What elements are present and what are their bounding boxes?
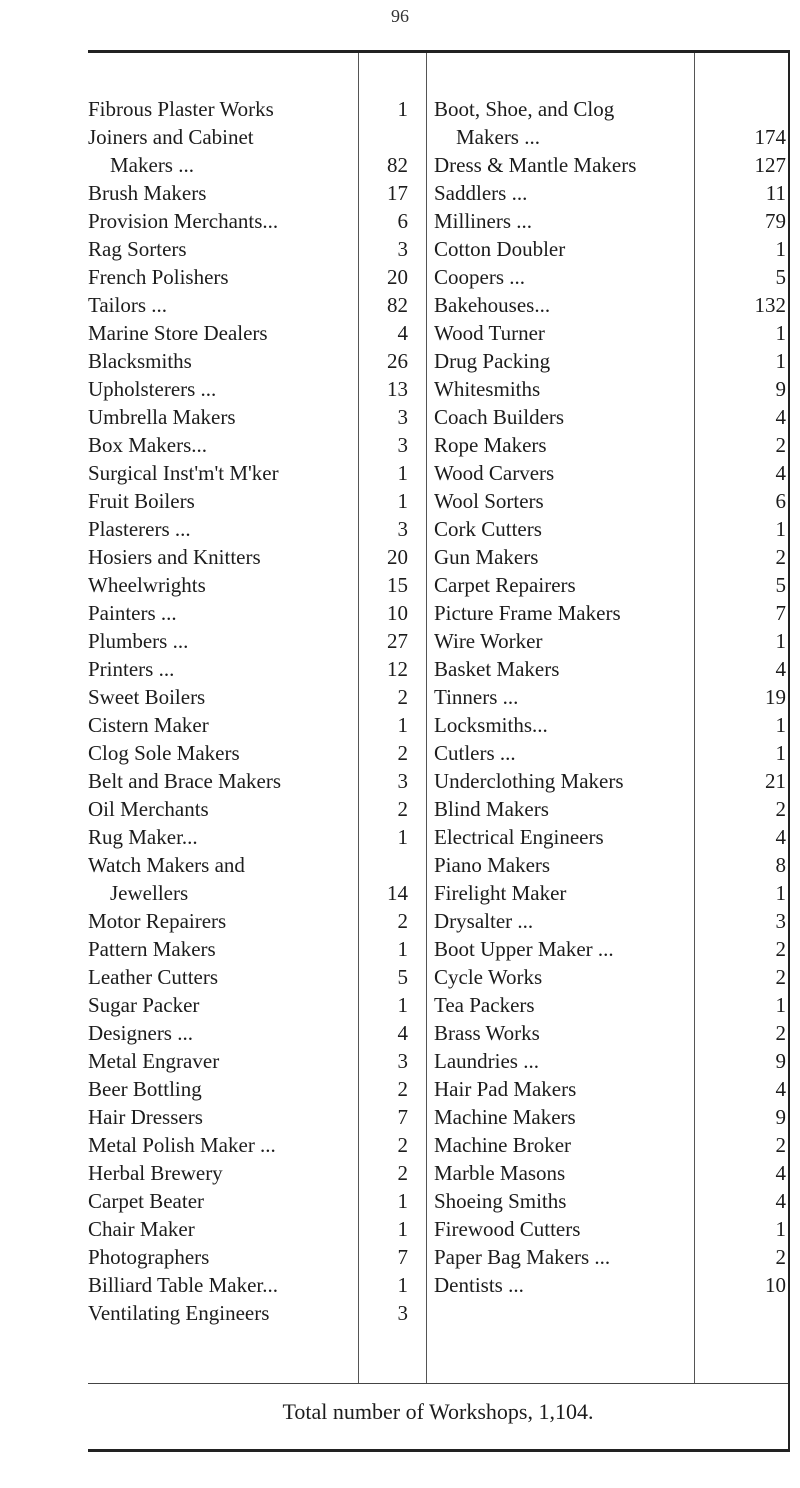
trade-name: Printers ... bbox=[88, 657, 175, 681]
trade-row bbox=[434, 1215, 692, 1243]
trade-name: Carpet Repairers bbox=[434, 573, 576, 597]
trade-row bbox=[434, 1103, 692, 1131]
trade-name: Metal Engraver bbox=[88, 1049, 220, 1073]
workshop-count: 9 bbox=[775, 1105, 786, 1129]
trade-name: Makers ... bbox=[110, 153, 194, 177]
workshop-count bbox=[696, 95, 786, 123]
trade-name: Hair Dressers bbox=[88, 1105, 203, 1129]
trade-row bbox=[88, 627, 354, 655]
workshop-count: 4 bbox=[397, 1021, 408, 1045]
trade-name: Pattern Makers bbox=[88, 937, 216, 961]
workshop-count: 6 bbox=[775, 489, 786, 513]
workshop-count: 2 bbox=[397, 1161, 408, 1185]
trade-name: Clog Sole Makers bbox=[88, 741, 240, 765]
trade-row bbox=[88, 1271, 354, 1299]
trade-name: Fruit Boilers bbox=[88, 489, 195, 513]
trade-name: Laundries ... bbox=[434, 1049, 539, 1073]
trade-name: Chair Maker bbox=[88, 1217, 195, 1241]
trade-row bbox=[434, 1019, 692, 1047]
trade-name: Rag Sorters bbox=[88, 237, 187, 261]
column-divider bbox=[694, 53, 695, 1383]
workshop-count: 14 bbox=[387, 881, 408, 905]
workshop-count: 3 bbox=[397, 1049, 408, 1073]
workshop-count: 4 bbox=[775, 657, 786, 681]
workshop-count: 17 bbox=[387, 181, 408, 205]
trade-row bbox=[88, 795, 354, 823]
trade-row bbox=[434, 403, 692, 431]
trade-name: Designers ... bbox=[88, 1021, 193, 1045]
trade-row bbox=[434, 571, 692, 599]
workshop-count: 82 bbox=[387, 153, 408, 177]
workshop-count: 2 bbox=[775, 797, 786, 821]
workshop-count: 1 bbox=[397, 97, 408, 121]
workshop-count: 13 bbox=[387, 377, 408, 401]
workshop-count: 1 bbox=[775, 321, 786, 345]
trade-row bbox=[434, 991, 692, 1019]
trade-name: Sugar Packer bbox=[88, 993, 200, 1017]
workshop-count: 5 bbox=[775, 265, 786, 289]
trade-row bbox=[88, 179, 354, 207]
workshop-count: 2 bbox=[775, 545, 786, 569]
trade-row bbox=[88, 935, 354, 963]
trade-name: Belt and Brace Makers bbox=[88, 769, 282, 793]
trade-name: Underclothing Makers bbox=[434, 769, 624, 793]
workshop-count: 3 bbox=[397, 517, 408, 541]
trade-row bbox=[434, 179, 692, 207]
workshop-count: 5 bbox=[775, 573, 786, 597]
workshop-count: 10 bbox=[387, 601, 408, 625]
workshop-count: 1 bbox=[775, 713, 786, 737]
trade-row bbox=[434, 1131, 692, 1159]
trade-name: Beer Bottling bbox=[88, 1077, 202, 1101]
trade-row bbox=[434, 543, 692, 571]
workshop-count: 1 bbox=[397, 937, 408, 961]
trade-row bbox=[88, 1159, 354, 1187]
trade-row bbox=[88, 207, 354, 235]
trade-row bbox=[88, 879, 354, 907]
left-count-column bbox=[360, 95, 408, 1327]
trade-row bbox=[434, 935, 692, 963]
workshop-count: 26 bbox=[387, 349, 408, 373]
trade-name: Marble Masons bbox=[434, 1161, 566, 1185]
trade-name: Marine Store Dealers bbox=[88, 321, 268, 345]
trade-row bbox=[434, 1243, 692, 1271]
trade-name: Rug Maker... bbox=[88, 825, 198, 849]
trade-name: Picture Frame Makers bbox=[434, 601, 621, 625]
trade-name: Fibrous Plaster Works bbox=[88, 97, 274, 121]
trade-row bbox=[88, 319, 354, 347]
trade-name: Brass Works bbox=[434, 1021, 540, 1045]
trade-name: Plasterers ... bbox=[88, 517, 191, 541]
trade-name: Wood Carvers bbox=[434, 461, 555, 485]
trade-name: Gun Makers bbox=[434, 545, 539, 569]
workshop-count: 7 bbox=[397, 1245, 408, 1269]
trade-row bbox=[434, 1187, 692, 1215]
workshop-count: 2 bbox=[775, 1021, 786, 1045]
table-bottom-rule bbox=[88, 1383, 788, 1384]
trade-name: Shoeing Smiths bbox=[434, 1189, 567, 1213]
trade-row bbox=[434, 347, 692, 375]
workshop-count: 5 bbox=[397, 965, 408, 989]
trade-name: Hosiers and Knitters bbox=[88, 545, 261, 569]
trade-name: Coopers ... bbox=[434, 265, 525, 289]
trade-row bbox=[88, 767, 354, 795]
trade-row bbox=[88, 991, 354, 1019]
trade-name: Brush Makers bbox=[88, 181, 207, 205]
workshop-count: 2 bbox=[775, 965, 786, 989]
trade-name: Cycle Works bbox=[434, 965, 543, 989]
trade-name: Sweet Boilers bbox=[88, 685, 206, 709]
trade-row bbox=[88, 291, 354, 319]
trade-row bbox=[88, 1047, 354, 1075]
trade-name: Milliners ... bbox=[434, 209, 532, 233]
workshop-count: 20 bbox=[387, 265, 408, 289]
trade-row bbox=[434, 963, 692, 991]
trade-row bbox=[434, 263, 692, 291]
trade-name: Motor Repairers bbox=[88, 909, 227, 933]
trade-row bbox=[88, 1215, 354, 1243]
workshop-count: 3 bbox=[397, 405, 408, 429]
trade-row bbox=[88, 711, 354, 739]
workshop-count: 1 bbox=[397, 489, 408, 513]
workshop-count: 2 bbox=[397, 1077, 408, 1101]
workshop-count: 11 bbox=[765, 181, 786, 205]
trade-row bbox=[434, 431, 692, 459]
workshop-count: 132 bbox=[754, 293, 786, 317]
trade-row bbox=[434, 207, 692, 235]
trade-name: Tea Packers bbox=[434, 993, 535, 1017]
workshop-count: 2 bbox=[397, 1133, 408, 1157]
trade-name: Photographers bbox=[88, 1245, 210, 1269]
trade-row bbox=[88, 515, 354, 543]
trade-row bbox=[434, 599, 692, 627]
trade-row bbox=[434, 823, 692, 851]
workshop-count: 1 bbox=[775, 741, 786, 765]
trade-name: Ventilating Engineers bbox=[88, 1301, 270, 1325]
trade-row bbox=[88, 123, 354, 151]
trade-row bbox=[88, 907, 354, 935]
workshop-count: 1 bbox=[397, 1217, 408, 1241]
trade-row bbox=[434, 459, 692, 487]
trade-name: Tailors ... bbox=[88, 293, 168, 317]
right-count-column bbox=[696, 95, 786, 1299]
trade-name: Piano Makers bbox=[434, 853, 551, 877]
workshop-count: 2 bbox=[397, 909, 408, 933]
trade-row bbox=[434, 627, 692, 655]
column-divider bbox=[426, 53, 427, 1383]
trade-row bbox=[434, 319, 692, 347]
trade-row bbox=[88, 739, 354, 767]
trade-row bbox=[88, 1131, 354, 1159]
trade-name: Makers ... bbox=[456, 125, 540, 149]
trade-name: Wood Turner bbox=[434, 321, 545, 345]
trade-row bbox=[434, 123, 692, 151]
workshop-count bbox=[360, 851, 408, 879]
trade-row bbox=[88, 263, 354, 291]
workshop-count: 174 bbox=[754, 125, 786, 149]
workshop-count: 9 bbox=[775, 377, 786, 401]
trade-row bbox=[88, 235, 354, 263]
workshop-count: 4 bbox=[775, 1077, 786, 1101]
trade-row bbox=[88, 599, 354, 627]
trade-row bbox=[434, 95, 692, 123]
trade-row bbox=[434, 487, 692, 515]
trade-row bbox=[434, 1047, 692, 1075]
page-number: 96 bbox=[391, 6, 409, 26]
workshop-count: 1 bbox=[775, 517, 786, 541]
trade-name: Electrical Engineers bbox=[434, 825, 604, 849]
trade-row bbox=[88, 403, 354, 431]
workshop-count bbox=[360, 123, 408, 151]
trade-row bbox=[434, 879, 692, 907]
workshop-count: 27 bbox=[387, 629, 408, 653]
trade-name: Boot Upper Maker ... bbox=[434, 937, 614, 961]
trade-row bbox=[434, 235, 692, 263]
workshop-count: 4 bbox=[775, 461, 786, 485]
workshop-count: 7 bbox=[397, 1105, 408, 1129]
trade-row bbox=[88, 1243, 354, 1271]
trade-name: Blind Makers bbox=[434, 797, 549, 821]
workshop-count: 1 bbox=[397, 1273, 408, 1297]
workshop-count: 1 bbox=[775, 629, 786, 653]
trade-row bbox=[88, 95, 354, 123]
trade-name: Metal Polish Maker ... bbox=[88, 1133, 276, 1157]
trade-row bbox=[434, 655, 692, 683]
workshop-count: 9 bbox=[775, 1049, 786, 1073]
trade-row bbox=[88, 431, 354, 459]
column-divider bbox=[358, 53, 359, 1383]
workshop-count: 15 bbox=[387, 573, 408, 597]
trade-row bbox=[88, 851, 354, 879]
workshop-count: 1 bbox=[775, 237, 786, 261]
trade-name: Dress & Mantle Makers bbox=[434, 153, 637, 177]
workshop-count: 20 bbox=[387, 545, 408, 569]
trade-name: Dentists ... bbox=[434, 1273, 524, 1297]
trade-name: Whitesmiths bbox=[434, 377, 541, 401]
trade-row bbox=[88, 347, 354, 375]
trade-row bbox=[434, 739, 692, 767]
trade-row bbox=[88, 683, 354, 711]
trade-name: Locksmiths... bbox=[434, 713, 548, 737]
trade-row bbox=[88, 571, 354, 599]
workshop-count: 3 bbox=[397, 769, 408, 793]
workshop-count: 1 bbox=[397, 713, 408, 737]
trade-name: Billiard Table Maker... bbox=[88, 1273, 279, 1297]
workshop-count: 4 bbox=[775, 1161, 786, 1185]
trade-row bbox=[88, 1075, 354, 1103]
workshop-count: 2 bbox=[397, 741, 408, 765]
trade-name: Machine Makers bbox=[434, 1105, 576, 1129]
trade-row bbox=[434, 375, 692, 403]
trade-row bbox=[434, 851, 692, 879]
trade-row bbox=[88, 1019, 354, 1047]
trade-name: Provision Merchants... bbox=[88, 209, 279, 233]
trade-name: Wire Worker bbox=[434, 629, 543, 653]
trade-name: Cutlers ... bbox=[434, 741, 516, 765]
workshop-count: 127 bbox=[754, 153, 786, 177]
trade-name: Carpet Beater bbox=[88, 1189, 205, 1213]
trade-row bbox=[88, 963, 354, 991]
workshop-count: 12 bbox=[387, 657, 408, 681]
total-workshops: Total number of Workshops, 1,104. bbox=[282, 1399, 594, 1424]
workshop-count: 1 bbox=[397, 1189, 408, 1213]
trade-name: Plumbers ... bbox=[88, 629, 189, 653]
workshop-count: 2 bbox=[397, 685, 408, 709]
trade-row bbox=[88, 1187, 354, 1215]
trade-name: Box Makers... bbox=[88, 433, 207, 457]
trade-name: Herbal Brewery bbox=[88, 1161, 223, 1185]
trade-name: Firewood Cutters bbox=[434, 1217, 581, 1241]
trade-name: Blacksmiths bbox=[88, 349, 192, 373]
trade-name: Upholsterers ... bbox=[88, 377, 217, 401]
workshop-count: 4 bbox=[775, 825, 786, 849]
trade-row bbox=[434, 515, 692, 543]
trade-name: Firelight Maker bbox=[434, 881, 567, 905]
trade-name: Surgical Inst'm't M'ker bbox=[88, 461, 279, 485]
left-trade-column bbox=[88, 95, 354, 1327]
workshop-count: 7 bbox=[775, 601, 786, 625]
workshop-count: 2 bbox=[775, 433, 786, 457]
trade-name: Tinners ... bbox=[434, 685, 519, 709]
workshop-count: 4 bbox=[775, 1189, 786, 1213]
trade-name: Cistern Maker bbox=[88, 713, 209, 737]
trade-row bbox=[434, 907, 692, 935]
workshop-count: 1 bbox=[775, 349, 786, 373]
trade-name: Wool Sorters bbox=[434, 489, 544, 513]
trade-name: Cork Cutters bbox=[434, 517, 542, 541]
right-trade-column bbox=[434, 95, 692, 1299]
workshop-count: 21 bbox=[765, 769, 786, 793]
workshops-table bbox=[88, 50, 790, 1452]
workshop-count: 4 bbox=[775, 405, 786, 429]
trade-row bbox=[434, 767, 692, 795]
workshop-count: 3 bbox=[397, 237, 408, 261]
trade-name: Drug Packing bbox=[434, 349, 551, 373]
trade-name: Leather Cutters bbox=[88, 965, 219, 989]
workshop-count: 10 bbox=[765, 1273, 786, 1297]
trade-row bbox=[434, 1159, 692, 1187]
trade-name: Painters ... bbox=[88, 601, 177, 625]
trade-name: Basket Makers bbox=[434, 657, 560, 681]
workshop-count: 2 bbox=[397, 797, 408, 821]
trade-row bbox=[88, 543, 354, 571]
trade-row bbox=[434, 1075, 692, 1103]
trade-row bbox=[88, 1103, 354, 1131]
trade-row bbox=[434, 795, 692, 823]
workshop-count: 82 bbox=[387, 293, 408, 317]
workshop-count: 8 bbox=[775, 853, 786, 877]
workshop-count: 2 bbox=[775, 1133, 786, 1157]
trade-name: Drysalter ... bbox=[434, 909, 534, 933]
workshop-count: 2 bbox=[775, 1245, 786, 1269]
trade-row bbox=[88, 823, 354, 851]
trade-row bbox=[88, 1299, 354, 1327]
trade-row bbox=[88, 487, 354, 515]
workshop-count: 1 bbox=[397, 825, 408, 849]
trade-row bbox=[88, 375, 354, 403]
workshop-count: 1 bbox=[775, 881, 786, 905]
trade-row bbox=[434, 151, 692, 179]
trade-name: Hair Pad Makers bbox=[434, 1077, 577, 1101]
trade-name: French Polishers bbox=[88, 265, 229, 289]
trade-row bbox=[88, 655, 354, 683]
trade-name: Joiners and Cabinet bbox=[88, 125, 254, 149]
trade-name: Wheelwrights bbox=[88, 573, 206, 597]
trade-name: Jewellers bbox=[110, 881, 189, 905]
workshop-count: 1 bbox=[775, 993, 786, 1017]
trade-name: Machine Broker bbox=[434, 1133, 572, 1157]
trade-name: Bakehouses... bbox=[434, 293, 551, 317]
trade-row bbox=[434, 711, 692, 739]
trade-row bbox=[434, 291, 692, 319]
workshop-count: 1 bbox=[397, 993, 408, 1017]
trade-name: Umbrella Makers bbox=[88, 405, 236, 429]
workshop-count: 2 bbox=[775, 937, 786, 961]
trade-name: Cotton Doubler bbox=[434, 237, 566, 261]
workshop-count: 3 bbox=[397, 433, 408, 457]
workshop-count: 3 bbox=[775, 909, 786, 933]
trade-row bbox=[88, 151, 354, 179]
trade-name: Rope Makers bbox=[434, 433, 547, 457]
workshop-count: 79 bbox=[765, 209, 786, 233]
trade-row bbox=[434, 1271, 692, 1299]
trade-name: Oil Merchants bbox=[88, 797, 209, 821]
workshop-count: 3 bbox=[397, 1301, 408, 1325]
trade-name: Coach Builders bbox=[434, 405, 565, 429]
trade-row bbox=[434, 683, 692, 711]
trade-row bbox=[88, 459, 354, 487]
trade-name: Boot, Shoe, and Clog bbox=[434, 97, 615, 121]
trade-name: Watch Makers and bbox=[88, 853, 245, 877]
workshop-count: 6 bbox=[397, 209, 408, 233]
workshop-count: 1 bbox=[397, 461, 408, 485]
trade-name: Saddlers ... bbox=[434, 181, 528, 205]
trade-name: Paper Bag Makers ... bbox=[434, 1245, 611, 1269]
workshop-count: 4 bbox=[397, 321, 408, 345]
workshop-count: 19 bbox=[765, 685, 786, 709]
workshop-count: 1 bbox=[775, 1217, 786, 1241]
